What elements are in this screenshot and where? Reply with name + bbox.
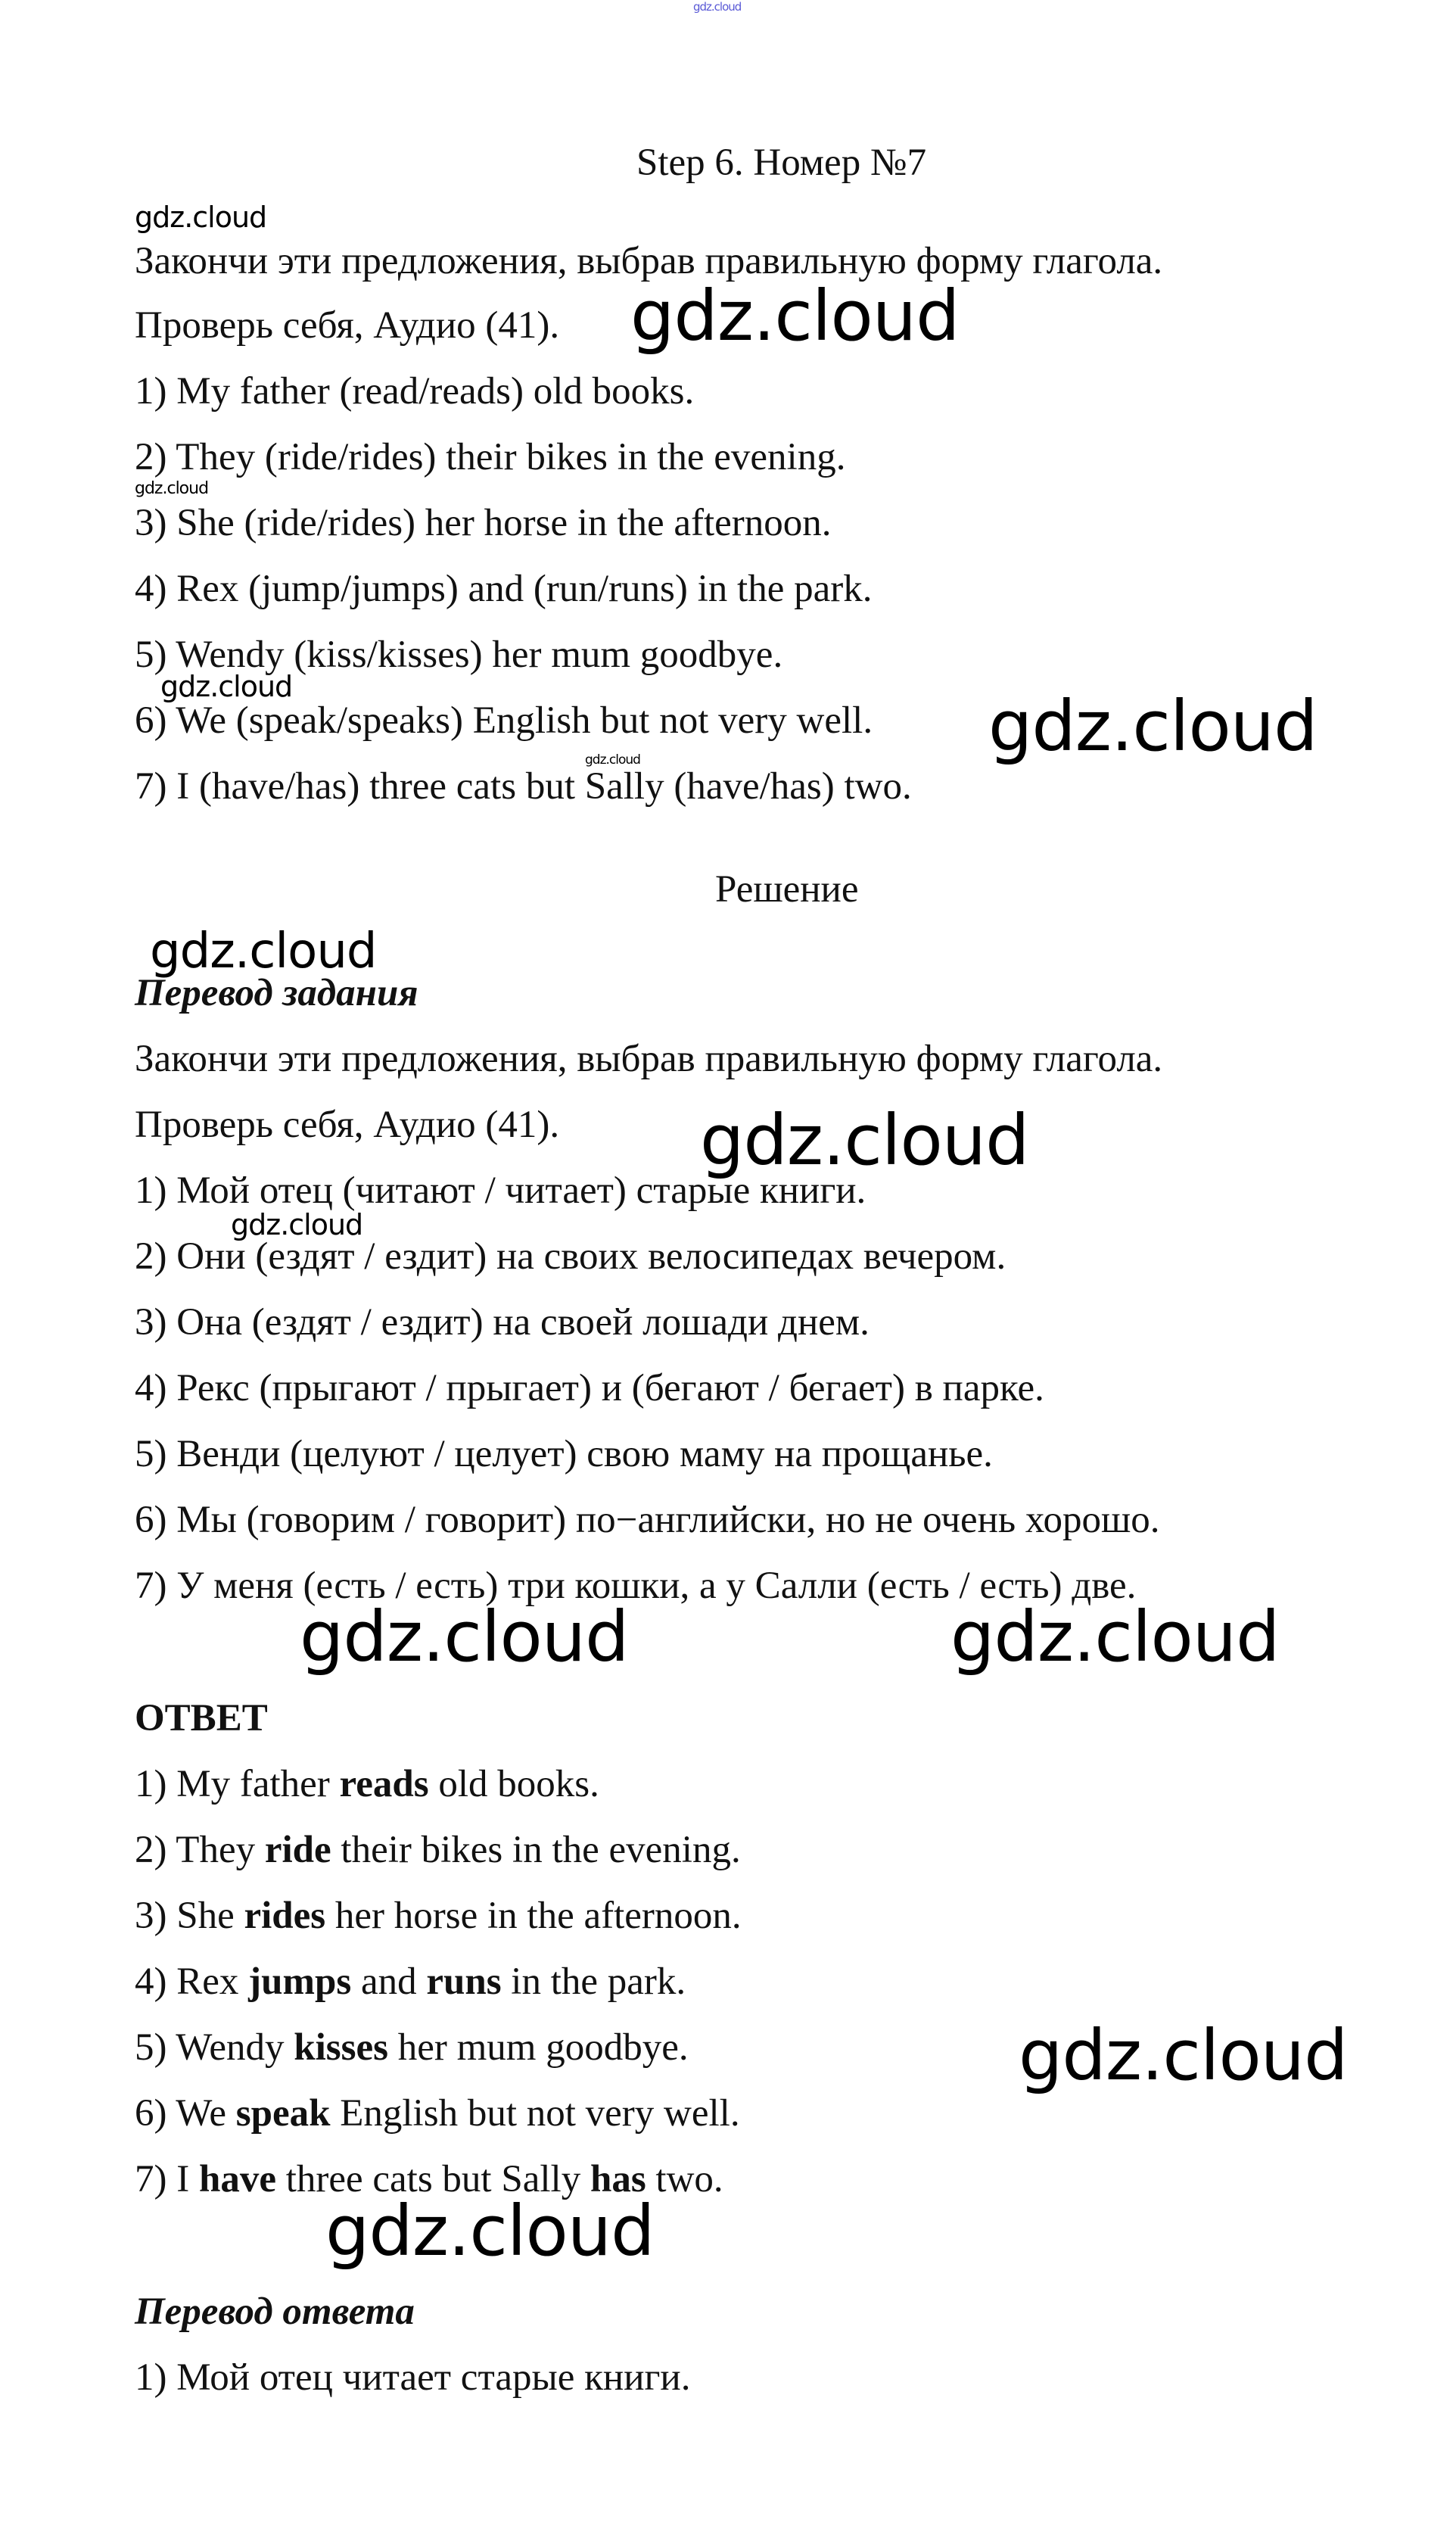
- answer-item: 5) Wendy kisses her mum goodbye.: [135, 2026, 689, 2069]
- watermark: gdz.cloud: [325, 2191, 655, 2272]
- watermark-top: gdz.cloud: [693, 0, 742, 14]
- watermark: gdz.cloud: [160, 670, 293, 703]
- task-item: 3) She (ride/rides) her horse in the afternoon.: [135, 502, 832, 544]
- task-item: 2) They (ride/rides) their bikes in the evening.: [135, 436, 846, 478]
- task-item: 4) Rex (jump/jumps) and (run/runs) in the park.: [135, 568, 873, 610]
- answer-item: 2) They ride their bikes in the evening.: [135, 1829, 741, 1871]
- translation-task-line2: Проверь себя, Аудио (41).: [135, 1104, 560, 1146]
- task-item: 7) I (have/has) three cats but Sally (have/has) two.: [135, 765, 912, 808]
- answer-item: 4) Rex jumps and runs in the park.: [135, 1960, 686, 2003]
- task-instruction-line1: Закончи эти предложения, выбрав правильную форму глагола.: [135, 240, 1163, 282]
- answer-item: 1) My father reads old books.: [135, 1763, 599, 1805]
- task-item: 5) Wendy (kiss/kisses) her mum goodbye.: [135, 634, 783, 676]
- watermark: gdz.cloud: [300, 1596, 629, 1677]
- answer-item: 3) She rides her horse in the afternoon.: [135, 1895, 742, 1937]
- watermark: gdz.cloud: [150, 923, 377, 979]
- translation-task-item: 6) Мы (говорим / говорит) по−английски, но не очень хорошо.: [135, 1499, 1160, 1541]
- solution-label: Решение: [715, 868, 859, 911]
- task-item: 1) My father (read/reads) old books.: [135, 370, 695, 413]
- translation-task-line1: Закончи эти предложения, выбрав правильную форму глагола.: [135, 1038, 1163, 1080]
- watermark: gdz.cloud: [950, 1596, 1280, 1677]
- watermark: gdz.cloud: [135, 479, 209, 498]
- translation-task-item: 7) У меня (есть / есть) три кошки, а у Салли (есть / есть) две.: [135, 1565, 1137, 1607]
- translation-task-item: 3) Она (ездят / ездит) на своей лошади днем.: [135, 1301, 870, 1344]
- watermark: gdz.cloud: [700, 1100, 1029, 1181]
- answer-item: 6) We speak English but not very well.: [135, 2092, 740, 2135]
- watermark: gdz.cloud: [135, 201, 267, 234]
- answer-item: 7) I have three cats but Sally has two.: [135, 2158, 723, 2200]
- watermark: gdz.cloud: [630, 276, 960, 357]
- watermark: gdz.cloud: [231, 1208, 363, 1241]
- watermark: gdz.cloud: [585, 752, 640, 768]
- translation-task-item: 4) Рекс (прыгают / прыгает) и (бегают / бегает) в парке.: [135, 1367, 1044, 1409]
- watermark: gdz.cloud: [1019, 2015, 1348, 2096]
- translation-answer-item: 1) Мой отец читает старые книги.: [135, 2356, 691, 2399]
- translation-task-heading: Перевод задания: [135, 972, 418, 1014]
- watermark: gdz.cloud: [988, 686, 1318, 767]
- page-title: Step 6. Номер №7: [636, 142, 927, 184]
- task-instruction-line2: Проверь себя, Аудио (41).: [135, 304, 560, 347]
- answer-heading: ОТВЕТ: [135, 1697, 268, 1739]
- translation-task-item: 1) Мой отец (читают / читает) старые книги.: [135, 1169, 866, 1212]
- translation-answer-heading: Перевод ответа: [135, 2291, 415, 2333]
- task-item: 6) We (speak/speaks) English but not very well.: [135, 699, 873, 742]
- translation-task-item: 2) Они (ездят / ездит) на своих велосипедах вечером.: [135, 1235, 1006, 1278]
- translation-task-item: 5) Венди (целуют / целует) свою маму на прощанье.: [135, 1433, 993, 1475]
